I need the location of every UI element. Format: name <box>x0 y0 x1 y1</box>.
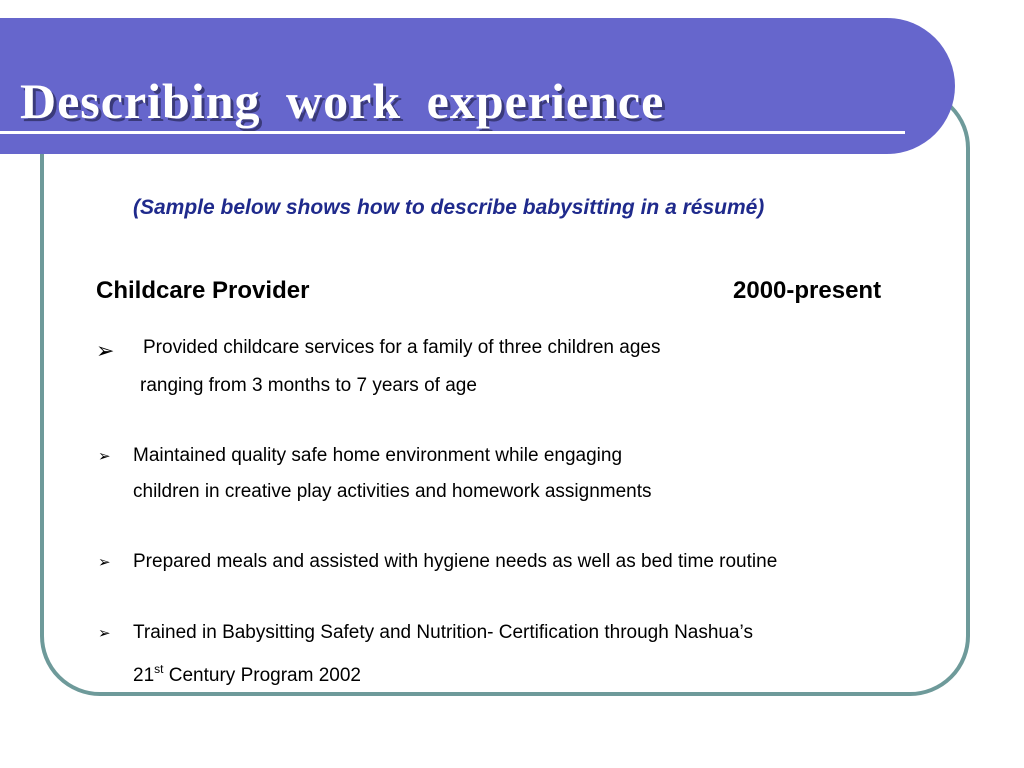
bullet-4-line-2-prefix: 21 <box>133 665 155 686</box>
arrow-bullet-icon: ➢ <box>98 625 111 642</box>
bullet-1-line-1: Provided childcare services for a family of three children ages <box>143 337 661 358</box>
arrow-bullet-icon: ➢ <box>98 448 111 465</box>
bullet-4-line-1: Trained in Babysitting Safety and Nutrition- Certification through Nashua’s <box>133 622 753 643</box>
bullet-4-line-2-superscript: st <box>154 662 164 676</box>
job-dates: 2000-present <box>733 277 882 304</box>
page-title: Describing work experience <box>20 73 665 129</box>
arrow-bullet-icon: ➢ <box>98 554 111 571</box>
bullet-3-line-1: Prepared meals and assisted with hygiene needs as well as bed time routine <box>133 551 778 572</box>
subtitle: (Sample below shows how to describe babysitting in a résumé) <box>133 196 765 219</box>
title-underline <box>0 131 905 134</box>
bullet-2-line-2: children in creative play activities and homework assignments <box>133 481 652 502</box>
job-title: Childcare Provider <box>96 277 310 304</box>
arrow-bullet-icon: ➢ <box>96 338 115 363</box>
bullet-4-line-2-rest: Century Program 2002 <box>163 665 361 686</box>
bullet-4-line-2 <box>133 651 361 694</box>
bullet-1-line-2: ranging from 3 months to 7 years of age <box>140 375 477 396</box>
bullet-2-line-1: Maintained quality safe home environment while engaging <box>133 445 623 466</box>
